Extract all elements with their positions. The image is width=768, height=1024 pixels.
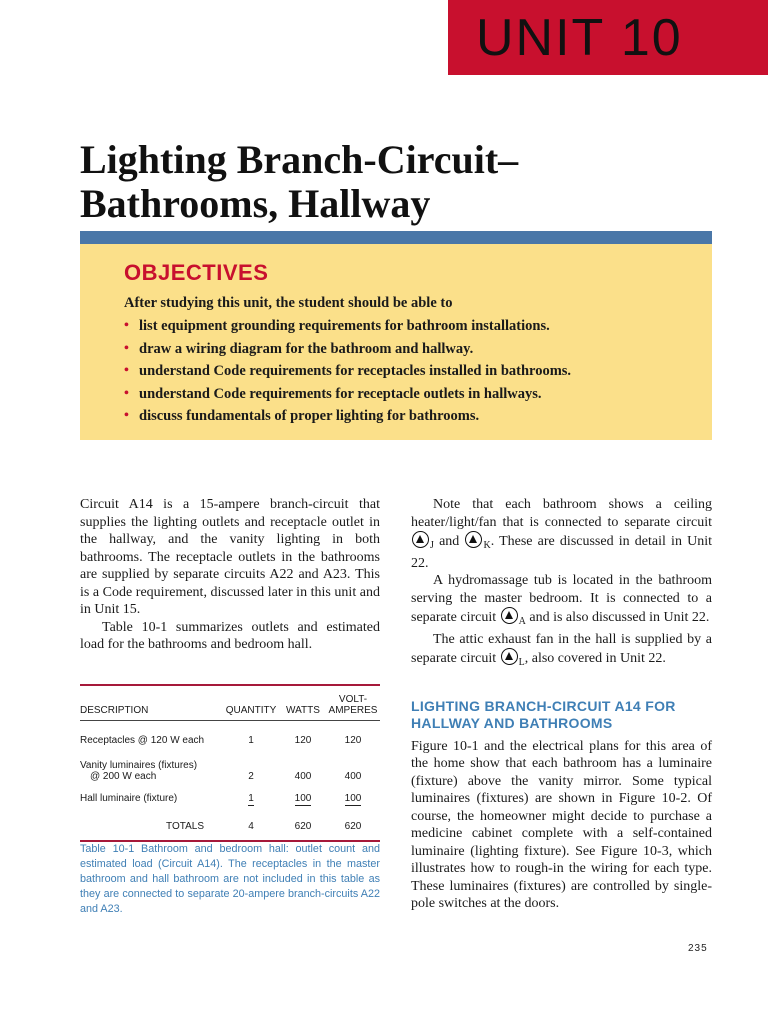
cell-description-line1: Vanity luminaires (fixtures) <box>80 760 198 771</box>
section-heading: LIGHTING BRANCH-CIRCUIT A14 FOR HALLWAY AND BATHROOMS <box>411 697 676 731</box>
chapter-title-line-2: Bathrooms, Hallway <box>80 181 431 226</box>
col-header-description: DESCRIPTION <box>80 704 149 716</box>
attic-fan-paragraph <box>411 631 712 672</box>
cell-quantity <box>222 782 280 804</box>
table-reference-paragraph: Table 10-1 summarizes outlets and estimated load for the bathrooms and bedroom hall. <box>80 619 380 652</box>
cell-watts-value: 100 <box>294 793 312 804</box>
circled-triangle-icon <box>501 648 518 665</box>
objective-item <box>124 360 712 383</box>
cell-description <box>80 746 222 782</box>
text-run: Note that each bathroom shows a ceiling heater/light/fan that is connected to separate circuit <box>411 497 712 530</box>
circuit-subscript: A <box>518 616 526 627</box>
objective-item <box>124 315 712 338</box>
objectives-intro: After studying this unit, the student should be able to <box>124 295 453 311</box>
bullet-icon: • <box>124 408 129 423</box>
cell-watts <box>280 782 326 804</box>
cell-watts: 120 <box>294 735 312 746</box>
cell-totals-label: TOTALS <box>166 821 204 832</box>
cell-description-line2: @ 200 W each <box>90 771 157 782</box>
table-caption: Table 10-1 Bathroom and bedroom hall: outlet count and estimated load (Circuit A14). The receptacles in the master bathroom and hall bathroom are not included in this table as they are connected to separate 20-ampere branch-circuits A22 and A23. <box>80 843 380 915</box>
objectives-box <box>80 244 712 440</box>
objective-text: discuss fundamentals of proper lighting for bathrooms. <box>139 408 480 424</box>
cell-quantity-value: 1 <box>248 793 254 804</box>
cell-quantity: 2 <box>248 771 254 782</box>
table-header-row <box>80 686 380 720</box>
cell-va <box>326 782 380 804</box>
cell-totals-quantity: 4 <box>248 821 254 832</box>
bullet-icon: • <box>124 318 129 333</box>
col-header-watts: WATTS <box>286 704 320 716</box>
circled-triangle-icon <box>465 531 482 548</box>
objective-item <box>124 383 712 406</box>
cell-va-value: 100 <box>344 793 362 804</box>
right-column <box>411 496 712 913</box>
text-run: and is also discussed in Unit 22. <box>525 610 710 625</box>
cell-va: 120 <box>344 735 362 746</box>
col-header-volt-amperes <box>326 686 380 720</box>
text-run: , also covered in Unit 22. <box>524 651 666 666</box>
page-number: 235 <box>688 943 708 954</box>
circled-triangle-icon <box>501 607 518 624</box>
title-rule <box>80 231 712 244</box>
bullet-icon: • <box>124 340 129 356</box>
objective-text: draw a wiring diagram for the bathroom and hallway. <box>139 340 474 357</box>
left-column <box>80 496 380 654</box>
unit-banner: UNIT 10 <box>448 0 768 75</box>
objective-text: list equipment grounding requirements for bathroom installations. <box>139 318 550 334</box>
cell-description: Hall luminaire (fixture) <box>80 793 178 804</box>
bullet-icon: • <box>124 363 129 378</box>
table-row <box>80 720 380 746</box>
load-table <box>80 684 380 842</box>
table-totals-row <box>80 804 380 832</box>
objective-item <box>124 338 712 361</box>
circuit-subscript: L <box>518 657 525 668</box>
text-run: The attic exhaust fan in the hall is supplied by a separate circuit <box>411 631 712 666</box>
objective-text: understand Code requirements for receptacles installed in bathrooms. <box>139 363 572 379</box>
figure-paragraph: Figure 10-1 and the electrical plans for this area of the home show that each bathroom has a luminaire (fixture) above the vanity mirror. Some typical luminaires (fixtures) are shown in Figure 10-2. Of course, the homeowner might decide to purchase a medicine cabinet complete with a self-contained luminaire (lighting fixture). See Figure 10-3, which illustrates how to rough-in the wiring for each type. These luminaires (fixtures) are controlled by single-pole switches at the doors. <box>411 738 712 911</box>
cell-va: 400 <box>344 771 362 782</box>
table-row <box>80 746 380 782</box>
circuit-subscript: K <box>483 540 491 551</box>
objective-item <box>124 405 712 428</box>
bullet-icon: • <box>124 385 129 401</box>
hydromassage-paragraph <box>411 572 712 631</box>
table-row <box>80 782 380 804</box>
heater-paragraph <box>411 496 712 572</box>
col-header-va-line1: VOLT- <box>338 693 368 705</box>
objective-text: understand Code requirements for receptacle outlets in hallways. <box>139 385 542 402</box>
cell-description: Receptacles @ 120 W each <box>80 735 205 746</box>
load-table-grid <box>80 686 380 832</box>
objectives-heading: OBJECTIVES <box>124 260 269 285</box>
circled-triangle-icon <box>412 531 429 548</box>
cell-quantity: 1 <box>248 735 254 746</box>
circuit-subscript: J <box>430 540 434 551</box>
col-header-va-line2: AMPERES <box>328 704 378 716</box>
objectives-list <box>124 315 712 428</box>
text-run: . These are discussed in detail in Unit 22. <box>411 534 712 571</box>
text-run: A hydromassage tub is located in the bathroom serving the master bedroom. It is connected to a separate circuit <box>411 573 712 625</box>
cell-watts: 400 <box>294 771 312 782</box>
cell-totals-watts: 620 <box>294 821 312 832</box>
intro-paragraph: Circuit A14 is a 15-ampere branch-circuit that supplies the lighting outlets and receptacle outlet in the hallway, and the vanity lighting in both bathrooms. The receptacle outlets in the bathrooms are supplied by separate circuits A22 and A23. This is a Code requirement, discussed later in this unit and in Unit 15. <box>80 497 380 617</box>
text-run: and <box>433 534 465 549</box>
col-header-quantity: QUANTITY <box>225 704 277 716</box>
chapter-title-line-1: Lighting Branch-Circuit– <box>80 137 519 182</box>
cell-totals-va: 620 <box>344 821 362 832</box>
chapter-title <box>80 138 700 226</box>
